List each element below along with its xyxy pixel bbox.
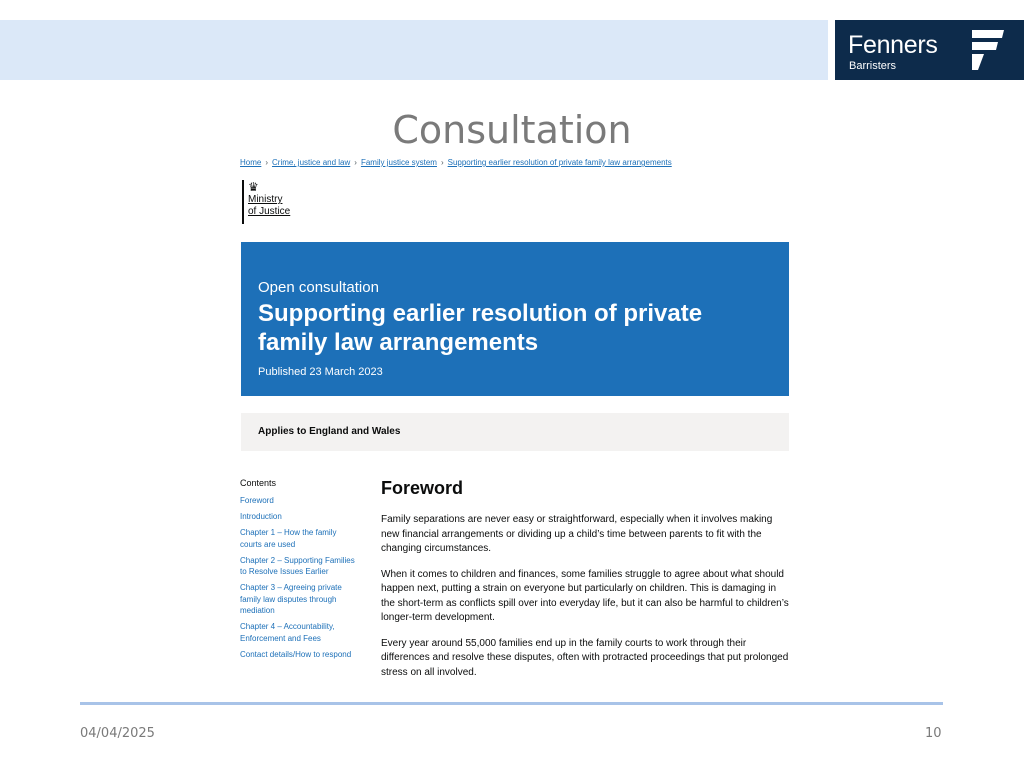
contents-nav — [240, 478, 360, 665]
banner-kicker: Open consultation — [258, 279, 379, 296]
royal-crest-icon: ♛ — [248, 180, 259, 194]
contents-link[interactable]: Introduction — [240, 512, 282, 521]
department-line1: Ministry — [248, 194, 283, 205]
applies-to-text: Applies to England and Wales — [258, 426, 401, 437]
contents-link[interactable]: Chapter 4 – Accountability, Enforcement and Fees — [240, 622, 335, 643]
contents-link[interactable]: Chapter 3 – Agreeing private family law disputes through mediation — [240, 583, 342, 615]
department-line2: of Justice — [248, 206, 291, 217]
brand-name: Fenners — [848, 31, 938, 59]
foreword-paragraph: Family separations are never easy or straightforward, especially when it involves making new financial arrangements or dividing up a child’s time between parents to fit with the changing circumstances. — [381, 514, 773, 554]
foreword-paragraph: Every year around 55,000 families end up in the family courts to work through their differences and resolve these disputes, often with protracted proceedings that put prolonged stress on all involved. — [381, 637, 789, 678]
slide-title: Consultation — [392, 108, 632, 152]
consultation-title: Supporting earlier resolution of private family law arrangements — [258, 300, 703, 356]
foreword-section — [381, 478, 791, 691]
applies-to-box — [241, 413, 789, 451]
breadcrumb-link[interactable]: Supporting earlier resolution of private family law arrangements — [447, 158, 672, 167]
ministry-of-justice-logo[interactable] — [242, 180, 318, 224]
contents-link[interactable]: Chapter 1 – How the family courts are used — [240, 528, 337, 549]
breadcrumb-link[interactable]: Family justice system — [360, 158, 437, 167]
brand-subtitle: Barristers — [849, 60, 897, 72]
fenners-logo — [835, 20, 1024, 80]
foreword-heading: Foreword — [381, 478, 464, 498]
consultation-banner — [241, 242, 789, 396]
header-band — [0, 20, 828, 80]
slide-page-number: 10 — [925, 726, 942, 741]
foreword-paragraph: When it comes to children and finances, some families struggle to agree about what should happen next, putting a strain on everyone but particularly on children. This is damaging in the short-term as conflicts spill over into everyday life, but it can also be harmful to children’s longer-term development. — [381, 568, 789, 623]
contents-heading: Contents — [240, 478, 277, 488]
consultation-screenshot — [240, 158, 790, 688]
breadcrumb-link[interactable]: Crime, justice and law — [272, 158, 351, 167]
footer-divider — [80, 702, 943, 705]
published-date: Published 23 March 2023 — [258, 366, 383, 378]
contents-link[interactable]: Foreword — [240, 496, 274, 505]
contents-link[interactable]: Chapter 2 – Supporting Families to Resolve Issues Earlier — [240, 555, 355, 576]
fenners-mark-icon — [968, 26, 1006, 74]
contents-link[interactable]: Contact details/How to respond — [240, 649, 352, 659]
breadcrumb-link[interactable]: Home — [240, 158, 262, 167]
breadcrumb: Home › Crime, justice and law › Family justice system › Supporting earlier resolution of private family law arrangements — [240, 158, 672, 167]
slide-date: 04/04/2025 — [80, 726, 155, 741]
